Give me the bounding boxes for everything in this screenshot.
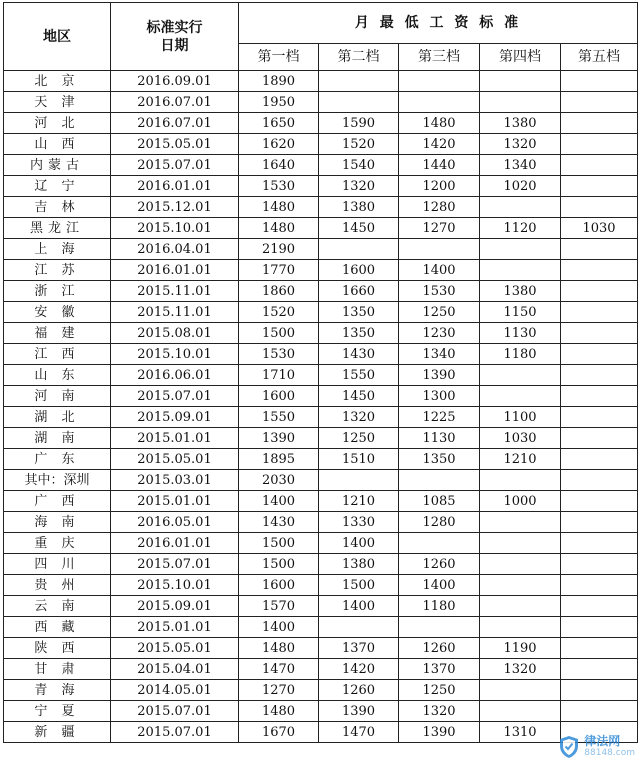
tier-1-cell: 1770	[239, 260, 319, 281]
tier-1-cell: 1500	[239, 323, 319, 344]
table-body	[4, 71, 638, 743]
region-cell: 陕 西	[4, 638, 111, 659]
tier-4-cell: 1210	[480, 449, 561, 470]
tier-2-cell: 1420	[319, 659, 399, 680]
tier-5-cell	[561, 491, 638, 512]
table-row	[4, 554, 638, 575]
region-cell: 山 西	[4, 134, 111, 155]
region-cell: 内蒙古	[4, 155, 111, 176]
date-cell: 2016.01.01	[111, 260, 239, 281]
tier-2-cell: 1350	[319, 302, 399, 323]
region-cell: 青 海	[4, 680, 111, 701]
tier-3-cell: 1230	[399, 323, 480, 344]
tier-3-cell: 1440	[399, 155, 480, 176]
date-cell: 2015.08.01	[111, 323, 239, 344]
tier-1-cell: 1500	[239, 533, 319, 554]
region-cell: 海 南	[4, 512, 111, 533]
tier-2-cell: 1330	[319, 512, 399, 533]
region-cell: 安 徽	[4, 302, 111, 323]
tier-3-cell: 1390	[399, 365, 480, 386]
tier-5-cell	[561, 365, 638, 386]
tier-2-cell	[319, 617, 399, 638]
tier-2-cell: 1260	[319, 680, 399, 701]
date-cell: 2015.05.01	[111, 449, 239, 470]
table-row	[4, 386, 638, 407]
tier-2-cell: 1250	[319, 428, 399, 449]
table-row	[4, 260, 638, 281]
tier-1-cell: 1500	[239, 554, 319, 575]
region-cell: 宁 夏	[4, 701, 111, 722]
tier-1-cell: 1480	[239, 701, 319, 722]
tier-4-cell: 1020	[480, 176, 561, 197]
region-cell: 江 西	[4, 344, 111, 365]
tier-2-cell: 1500	[319, 575, 399, 596]
tier-2-cell: 1600	[319, 260, 399, 281]
date-cell: 2015.01.01	[111, 491, 239, 512]
date-cell: 2015.07.01	[111, 155, 239, 176]
table-row	[4, 323, 638, 344]
tier-4-cell	[480, 470, 561, 491]
date-cell: 2016.01.01	[111, 533, 239, 554]
tier-2-cell	[319, 470, 399, 491]
tier-4-cell: 1340	[480, 155, 561, 176]
tier-5-cell	[561, 302, 638, 323]
tier-5-cell	[561, 155, 638, 176]
tier-2-cell: 1380	[319, 554, 399, 575]
tier-2-cell: 1550	[319, 365, 399, 386]
tier-3-cell: 1250	[399, 302, 480, 323]
header-date-line2: 日期	[160, 37, 189, 54]
table-row	[4, 113, 638, 134]
watermark-text	[584, 735, 635, 759]
date-cell: 2015.03.01	[111, 470, 239, 491]
tier-2-cell: 1450	[319, 386, 399, 407]
tier-5-cell	[561, 92, 638, 113]
date-cell: 2015.01.01	[111, 617, 239, 638]
tier-4-cell	[480, 596, 561, 617]
table-row	[4, 512, 638, 533]
table-row	[4, 407, 638, 428]
region-cell: 其中：深圳	[4, 470, 111, 491]
tier-5-cell	[561, 575, 638, 596]
tier-4-cell	[480, 701, 561, 722]
minimum-wage-table	[3, 2, 638, 743]
tier-4-cell: 1380	[480, 113, 561, 134]
table-row	[4, 617, 638, 638]
tier-5-cell	[561, 680, 638, 701]
tier-5-cell	[561, 197, 638, 218]
tier-4-cell: 1380	[480, 281, 561, 302]
table-row	[4, 134, 638, 155]
tier-2-cell: 1370	[319, 638, 399, 659]
tier-5-cell	[561, 554, 638, 575]
header-date	[111, 3, 239, 71]
tier-3-cell: 1420	[399, 134, 480, 155]
tier-5-cell	[561, 407, 638, 428]
region-cell: 黑龙江	[4, 218, 111, 239]
header-tier-4: 第四档	[480, 44, 561, 71]
table-row	[4, 155, 638, 176]
tier-3-cell: 1260	[399, 554, 480, 575]
tier-4-cell	[480, 239, 561, 260]
tier-1-cell: 1650	[239, 113, 319, 134]
tier-2-cell	[319, 92, 399, 113]
date-cell: 2015.01.01	[111, 428, 239, 449]
tier-1-cell: 1390	[239, 428, 319, 449]
tier-3-cell: 1270	[399, 218, 480, 239]
region-cell: 江 苏	[4, 260, 111, 281]
header-date-line1: 标准实行	[146, 19, 203, 36]
region-cell: 辽 宁	[4, 176, 111, 197]
tier-3-cell: 1370	[399, 659, 480, 680]
tier-1-cell: 1950	[239, 92, 319, 113]
shield-logo-icon	[558, 735, 580, 759]
tier-3-cell: 1350	[399, 449, 480, 470]
region-cell: 吉 林	[4, 197, 111, 218]
tier-2-cell: 1400	[319, 596, 399, 617]
date-cell: 2016.09.01	[111, 71, 239, 92]
tier-4-cell	[480, 71, 561, 92]
date-cell: 2016.04.01	[111, 239, 239, 260]
table-row	[4, 365, 638, 386]
tier-4-cell	[480, 617, 561, 638]
table-row	[4, 575, 638, 596]
header-tier-5: 第五档	[561, 44, 638, 71]
tier-1-cell: 2190	[239, 239, 319, 260]
tier-1-cell: 1530	[239, 176, 319, 197]
date-cell: 2015.10.01	[111, 344, 239, 365]
header-tier-1: 第一档	[239, 44, 319, 71]
tier-1-cell: 1890	[239, 71, 319, 92]
region-cell: 福 建	[4, 323, 111, 344]
date-cell: 2015.10.01	[111, 218, 239, 239]
table-row	[4, 176, 638, 197]
date-cell: 2016.07.01	[111, 113, 239, 134]
table-row	[4, 281, 638, 302]
tier-4-cell: 1310	[480, 722, 561, 743]
tier-5-cell	[561, 428, 638, 449]
tier-5-cell	[561, 386, 638, 407]
tier-5-cell	[561, 71, 638, 92]
date-cell: 2015.07.01	[111, 554, 239, 575]
date-cell: 2015.11.01	[111, 302, 239, 323]
tier-4-cell: 1180	[480, 344, 561, 365]
tier-5-cell	[561, 113, 638, 134]
tier-3-cell	[399, 239, 480, 260]
table-row	[4, 680, 638, 701]
table-row	[4, 470, 638, 491]
table-row	[4, 449, 638, 470]
tier-5-cell	[561, 512, 638, 533]
date-cell: 2015.12.01	[111, 197, 239, 218]
tier-4-cell: 1000	[480, 491, 561, 512]
tier-4-cell	[480, 386, 561, 407]
tier-4-cell	[480, 512, 561, 533]
tier-1-cell: 1520	[239, 302, 319, 323]
tier-3-cell: 1400	[399, 575, 480, 596]
table-row	[4, 302, 638, 323]
tier-1-cell: 1895	[239, 449, 319, 470]
region-cell: 西 藏	[4, 617, 111, 638]
tier-2-cell: 1320	[319, 407, 399, 428]
tier-2-cell: 1350	[319, 323, 399, 344]
date-cell: 2016.07.01	[111, 92, 239, 113]
tier-5-cell	[561, 533, 638, 554]
tier-5-cell	[561, 470, 638, 491]
table-row	[4, 428, 638, 449]
header-title: 月 最 低 工 资 标 准	[239, 3, 638, 44]
tier-1-cell: 1400	[239, 491, 319, 512]
tier-2-cell: 1210	[319, 491, 399, 512]
tier-1-cell: 1480	[239, 218, 319, 239]
tier-4-cell: 1320	[480, 659, 561, 680]
tier-1-cell: 1530	[239, 344, 319, 365]
tier-3-cell: 1225	[399, 407, 480, 428]
tier-1-cell: 1860	[239, 281, 319, 302]
tier-4-cell	[480, 680, 561, 701]
tier-3-cell: 1300	[399, 386, 480, 407]
table-row	[4, 92, 638, 113]
tier-5-cell	[561, 701, 638, 722]
tier-4-cell	[480, 365, 561, 386]
tier-4-cell	[480, 260, 561, 281]
tier-3-cell: 1320	[399, 701, 480, 722]
date-cell: 2016.05.01	[111, 512, 239, 533]
date-cell: 2015.05.01	[111, 638, 239, 659]
region-cell: 河 南	[4, 386, 111, 407]
date-cell: 2015.11.01	[111, 281, 239, 302]
tier-4-cell: 1320	[480, 134, 561, 155]
tier-5-cell	[561, 281, 638, 302]
tier-1-cell: 1640	[239, 155, 319, 176]
tier-1-cell: 1710	[239, 365, 319, 386]
tier-2-cell: 1590	[319, 113, 399, 134]
tier-3-cell: 1280	[399, 197, 480, 218]
tier-1-cell: 2030	[239, 470, 319, 491]
watermark	[558, 735, 635, 759]
tier-4-cell: 1100	[480, 407, 561, 428]
tier-2-cell: 1380	[319, 197, 399, 218]
date-cell: 2016.01.01	[111, 176, 239, 197]
region-cell: 甘 肃	[4, 659, 111, 680]
table-row	[4, 596, 638, 617]
tier-3-cell	[399, 92, 480, 113]
region-cell: 贵 州	[4, 575, 111, 596]
region-cell: 湖 南	[4, 428, 111, 449]
tier-4-cell: 1150	[480, 302, 561, 323]
tier-2-cell: 1540	[319, 155, 399, 176]
tier-1-cell: 1480	[239, 197, 319, 218]
tier-4-cell: 1130	[480, 323, 561, 344]
table-row	[4, 638, 638, 659]
region-cell: 新 疆	[4, 722, 111, 743]
header-region: 地区	[4, 3, 111, 71]
tier-2-cell	[319, 239, 399, 260]
region-cell: 北 京	[4, 71, 111, 92]
tier-1-cell: 1620	[239, 134, 319, 155]
date-cell: 2015.07.01	[111, 701, 239, 722]
tier-3-cell	[399, 470, 480, 491]
tier-3-cell: 1280	[399, 512, 480, 533]
region-cell: 重 庆	[4, 533, 111, 554]
tier-2-cell: 1510	[319, 449, 399, 470]
tier-4-cell: 1120	[480, 218, 561, 239]
region-cell: 广 东	[4, 449, 111, 470]
table-row	[4, 701, 638, 722]
date-cell: 2015.07.01	[111, 386, 239, 407]
tier-3-cell: 1400	[399, 260, 480, 281]
table-row	[4, 659, 638, 680]
date-cell: 2015.09.01	[111, 596, 239, 617]
watermark-name: 律法网	[584, 734, 621, 748]
tier-3-cell: 1480	[399, 113, 480, 134]
tier-1-cell: 1570	[239, 596, 319, 617]
date-cell: 2015.04.01	[111, 659, 239, 680]
tier-2-cell: 1450	[319, 218, 399, 239]
tier-3-cell: 1130	[399, 428, 480, 449]
tier-5-cell	[561, 344, 638, 365]
region-cell: 山 东	[4, 365, 111, 386]
tier-3-cell: 1180	[399, 596, 480, 617]
tier-2-cell: 1430	[319, 344, 399, 365]
region-cell: 湖 北	[4, 407, 111, 428]
table-row	[4, 344, 638, 365]
header-tier-2: 第二档	[319, 44, 399, 71]
tier-1-cell: 1270	[239, 680, 319, 701]
date-cell: 2015.09.01	[111, 407, 239, 428]
tier-5-cell	[561, 260, 638, 281]
table-row	[4, 491, 638, 512]
tier-5-cell	[561, 617, 638, 638]
tier-3-cell: 1340	[399, 344, 480, 365]
region-cell: 四 川	[4, 554, 111, 575]
tier-3-cell: 1250	[399, 680, 480, 701]
tier-4-cell: 1030	[480, 428, 561, 449]
tier-4-cell	[480, 554, 561, 575]
tier-2-cell: 1520	[319, 134, 399, 155]
tier-3-cell: 1200	[399, 176, 480, 197]
tier-1-cell: 1670	[239, 722, 319, 743]
table-row	[4, 218, 638, 239]
region-cell: 广 西	[4, 491, 111, 512]
tier-1-cell: 1550	[239, 407, 319, 428]
tier-1-cell: 1430	[239, 512, 319, 533]
tier-4-cell	[480, 575, 561, 596]
date-cell: 2016.06.01	[111, 365, 239, 386]
tier-3-cell: 1260	[399, 638, 480, 659]
tier-4-cell	[480, 533, 561, 554]
tier-1-cell: 1400	[239, 617, 319, 638]
tier-1-cell: 1600	[239, 575, 319, 596]
tier-5-cell	[561, 323, 638, 344]
date-cell: 2015.05.01	[111, 134, 239, 155]
tier-5-cell	[561, 239, 638, 260]
tier-3-cell: 1530	[399, 281, 480, 302]
region-cell: 天 津	[4, 92, 111, 113]
tier-2-cell: 1660	[319, 281, 399, 302]
region-cell: 河 北	[4, 113, 111, 134]
table-row	[4, 239, 638, 260]
tier-4-cell	[480, 197, 561, 218]
tier-4-cell: 1190	[480, 638, 561, 659]
tier-2-cell: 1470	[319, 722, 399, 743]
tier-2-cell: 1400	[319, 533, 399, 554]
tier-5-cell	[561, 176, 638, 197]
table-row	[4, 197, 638, 218]
table-row	[4, 533, 638, 554]
tier-1-cell: 1600	[239, 386, 319, 407]
tier-1-cell: 1480	[239, 638, 319, 659]
tier-3-cell: 1390	[399, 722, 480, 743]
date-cell: 2015.10.01	[111, 575, 239, 596]
date-cell: 2015.07.01	[111, 722, 239, 743]
tier-3-cell: 1085	[399, 491, 480, 512]
watermark-url: 88148.com	[584, 748, 635, 758]
region-cell: 浙 江	[4, 281, 111, 302]
table-row	[4, 722, 638, 743]
region-cell: 上 海	[4, 239, 111, 260]
table-row	[4, 71, 638, 92]
tier-4-cell	[480, 92, 561, 113]
tier-2-cell: 1390	[319, 701, 399, 722]
tier-5-cell	[561, 638, 638, 659]
tier-1-cell: 1470	[239, 659, 319, 680]
tier-5-cell	[561, 659, 638, 680]
tier-5-cell	[561, 596, 638, 617]
tier-2-cell	[319, 71, 399, 92]
date-cell: 2014.05.01	[111, 680, 239, 701]
tier-3-cell	[399, 71, 480, 92]
tier-5-cell	[561, 449, 638, 470]
region-cell: 云 南	[4, 596, 111, 617]
header-tier-3: 第三档	[399, 44, 480, 71]
tier-5-cell: 1030	[561, 218, 638, 239]
tier-5-cell	[561, 134, 638, 155]
tier-3-cell	[399, 533, 480, 554]
tier-2-cell: 1320	[319, 176, 399, 197]
tier-3-cell	[399, 617, 480, 638]
